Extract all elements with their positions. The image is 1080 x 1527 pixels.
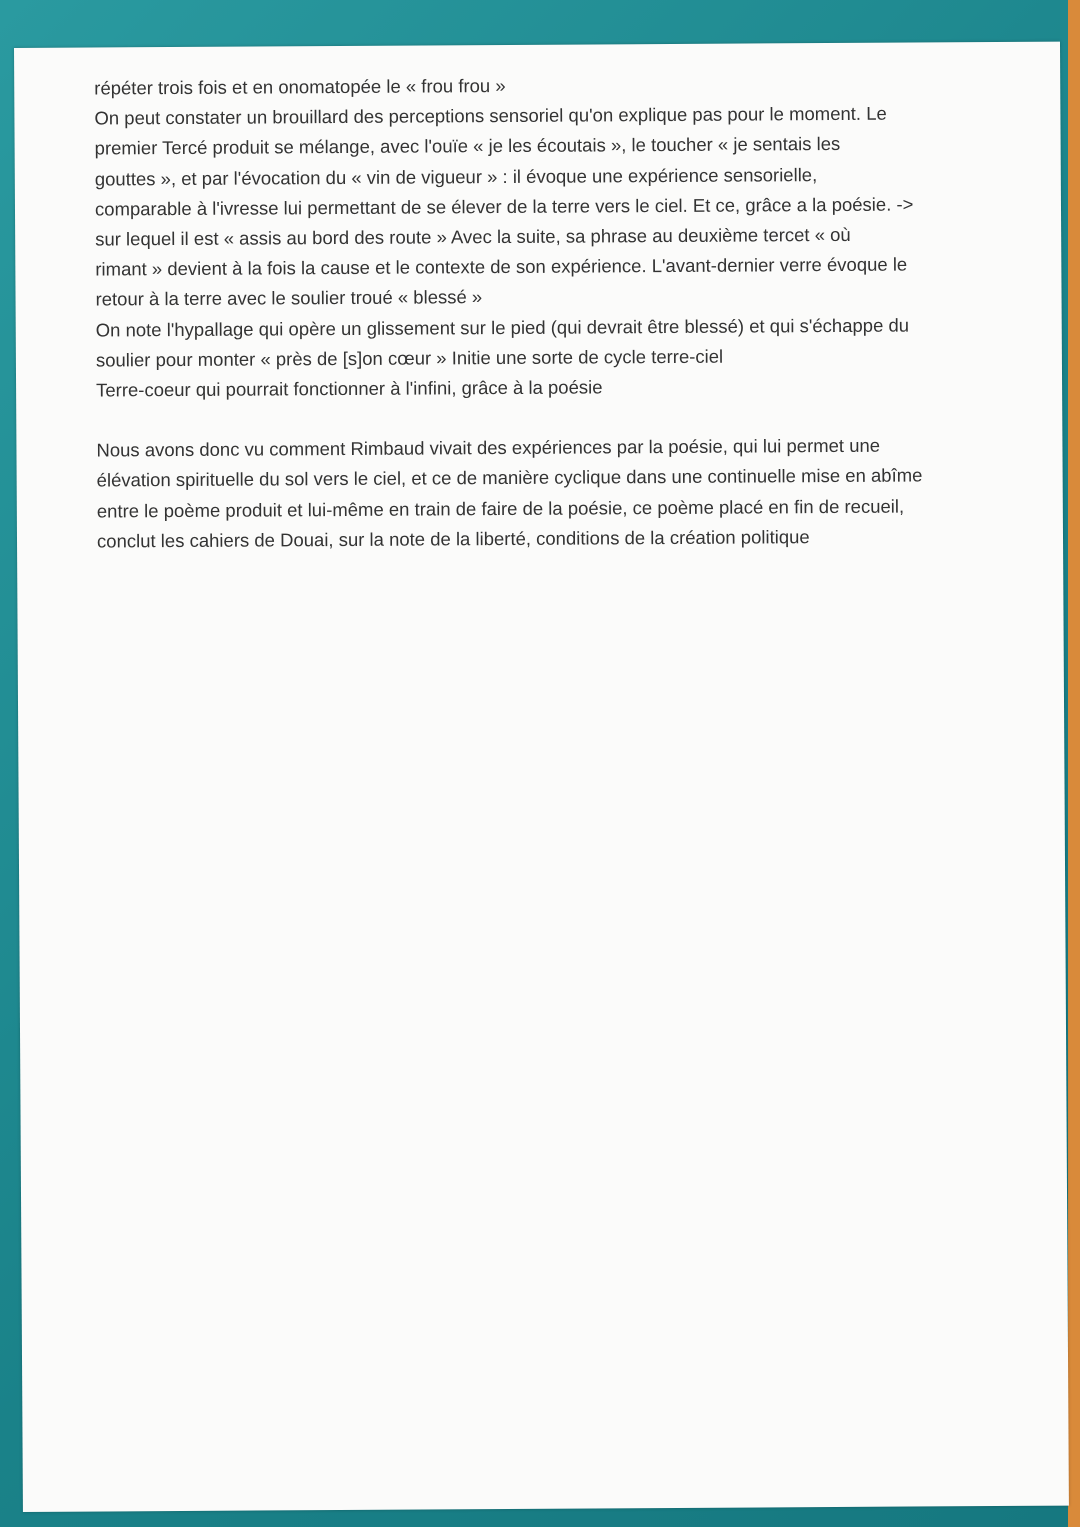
text-line: entre le poème produit et lui-même en train de faire de la poésie, ce poème placé en fin de recueil, [96, 495, 905, 522]
text-line: On note l'hypallage qui opère un glissement sur le pied (qui devrait être blessé) et qui s'échappe du [95, 314, 910, 341]
text-line: comparable à l'ivresse lui permettant de se élever de la terre vers le ciel. Et ce, grâce a la poésie. -> [94, 193, 914, 220]
text-line: élévation spirituelle du sol vers le ciel, et ce de manière cyclique dans une continuelle mise en abîme [96, 464, 923, 491]
paper-sheet [14, 42, 1069, 1512]
text-line: sur lequel il est « assis au bord des route » Avec la suite, sa phrase au deuxième tercet « où [95, 223, 851, 250]
text-line: conclut les cahiers de Douai, sur la note de la liberté, conditions de la création politique [96, 525, 810, 552]
document-text [94, 68, 1047, 557]
folder-edge [1068, 0, 1080, 1527]
text-line: soulier pour monter « près de [s]on cœur » Initie une sorte de cycle terre-ciel [95, 345, 724, 371]
text-line: retour à la terre avec le soulier troué « blessé » [95, 286, 483, 310]
paragraph-analysis [94, 68, 1046, 406]
text-line: rimant » devient à la fois la cause et le contexte de son expérience. L'avant-dernier verre évoque le [95, 253, 908, 280]
text-line: On peut constater un brouillard des perceptions sensoriel qu'on explique pas pour le moment. Le [94, 102, 887, 129]
text-line: Nous avons donc vu comment Rimbaud vivait des expériences par la poésie, qui lui permet une [96, 434, 881, 461]
text-line: Terre-coeur qui pourrait fonctionner à l'infini, grâce à la poésie [96, 376, 603, 401]
paragraph-conclusion [96, 430, 1047, 557]
text-line: gouttes », et par l'évocation du « vin de vigueur » : il évoque une expérience sensorielle, [94, 163, 818, 190]
text-line: répéter trois fois et en onomatopée le « frou frou » [94, 74, 506, 99]
text-line: premier Tercé produit se mélange, avec l'ouïe « je les écoutais », le toucher « je sentais les [94, 133, 841, 159]
